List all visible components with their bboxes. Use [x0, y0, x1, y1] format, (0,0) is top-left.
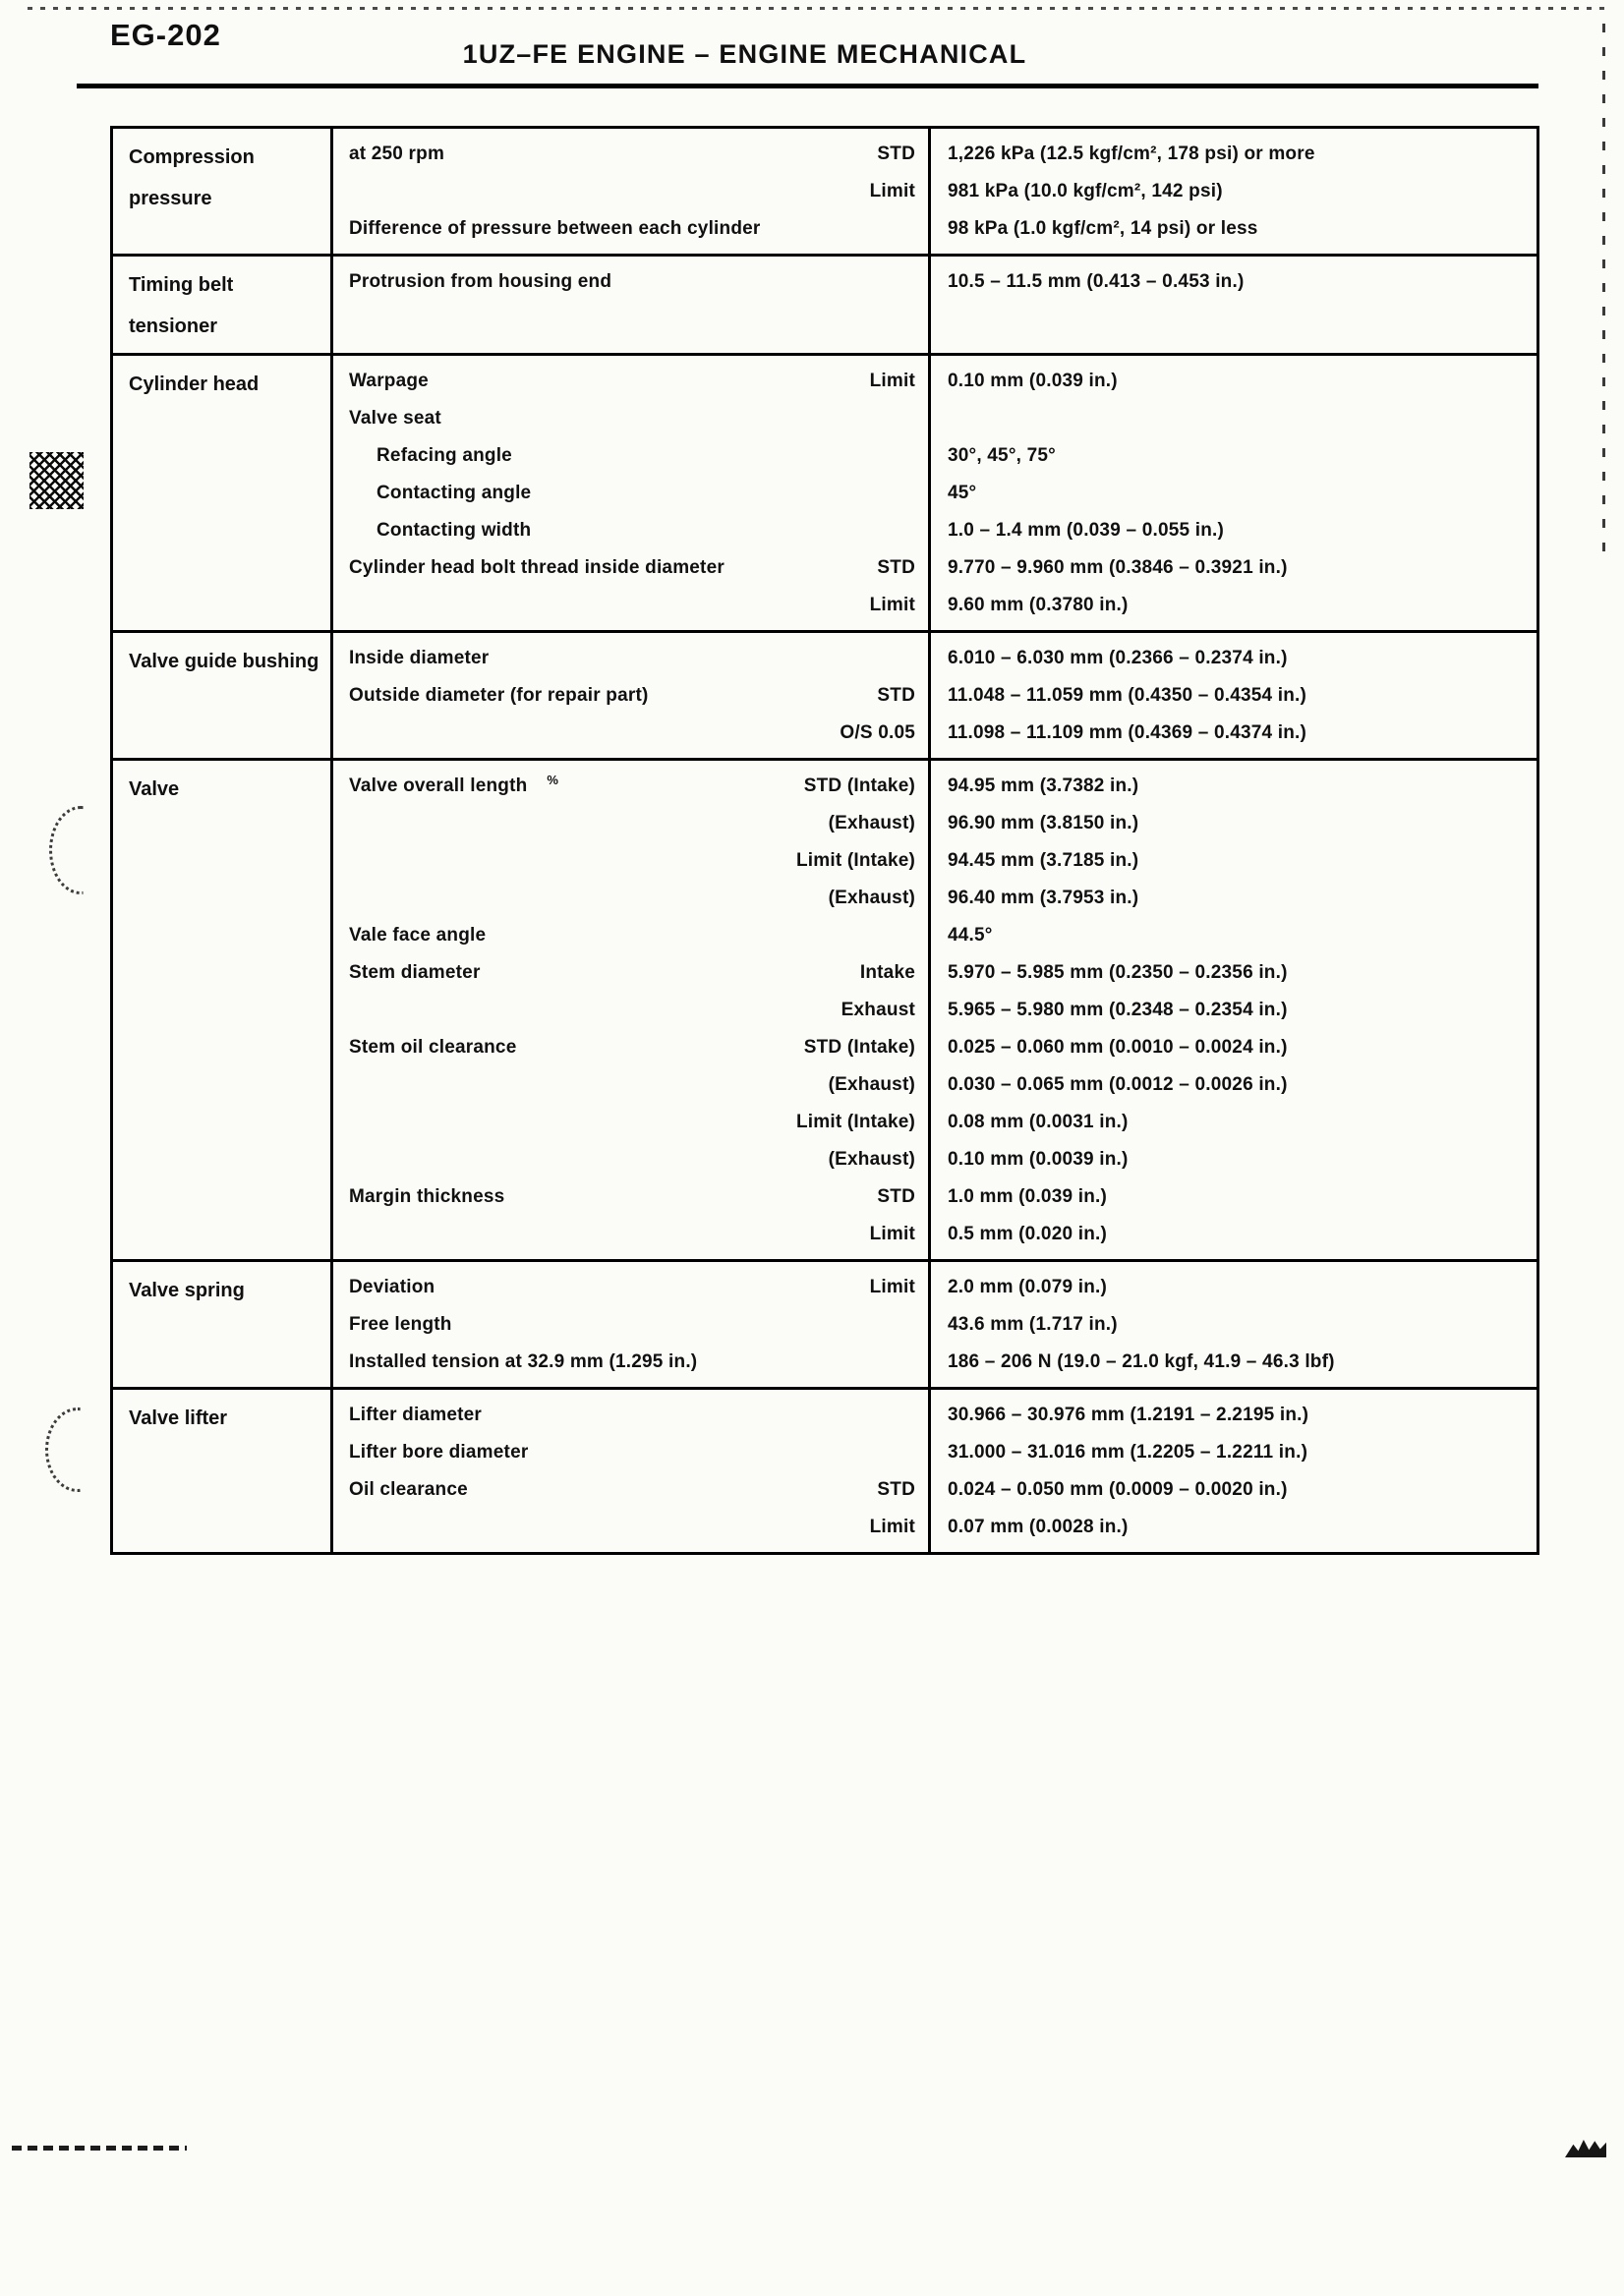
- header-rule: [77, 84, 1538, 88]
- spec-line: [333, 1029, 1537, 1066]
- spec-class-label: Limit: [869, 1277, 915, 1297]
- page-title: 1UZ–FE ENGINE – ENGINE MECHANICAL: [462, 39, 1027, 69]
- spec-line: [333, 1471, 1537, 1509]
- spec-line: [333, 400, 1537, 437]
- value-cell: 9.60 mm (0.3780 in.): [948, 595, 1129, 615]
- spec-line: [333, 1397, 1537, 1434]
- item-label: Warpage: [349, 371, 429, 391]
- value-cell: 1.0 mm (0.039 in.): [948, 1186, 1108, 1207]
- spec-line: [333, 1178, 1537, 1216]
- component-cell: Cylinder head: [129, 373, 260, 395]
- section-body: [330, 1262, 1537, 1387]
- value-cell: 1,226 kPa (12.5 kgf/cm², 178 psi) or more: [948, 144, 1315, 164]
- scan-smudge-bottom-left: [12, 2146, 187, 2151]
- scan-arc-artifact-upper: [49, 806, 112, 894]
- value-cell: 5.970 – 5.985 mm (0.2350 – 0.2356 in.): [948, 962, 1288, 983]
- value-cell: 0.025 – 0.060 mm (0.0010 – 0.0024 in.): [948, 1037, 1288, 1058]
- spec-line: [333, 992, 1537, 1029]
- spec-line: [333, 677, 1537, 715]
- table-section: [113, 1387, 1537, 1552]
- table-section: [113, 129, 1537, 254]
- spec-class-label: (Exhaust): [828, 1074, 915, 1095]
- hatch-registration-mark: [29, 452, 84, 509]
- spec-line: [333, 1216, 1537, 1253]
- item-label: Protrusion from housing end: [349, 271, 612, 292]
- item-label: Stem oil clearance: [349, 1037, 517, 1058]
- value-cell: 44.5°: [948, 925, 993, 946]
- component-cell: Timing belt tensioner: [129, 274, 234, 337]
- item-label: Outside diameter (for repair part): [349, 685, 649, 706]
- value-cell: 0.5 mm (0.020 in.): [948, 1224, 1108, 1244]
- item-label: Inside diameter: [349, 648, 490, 668]
- item-label: Cylinder head bolt thread inside diameter: [349, 557, 725, 578]
- spec-class-label: Limit (Intake): [795, 1112, 915, 1132]
- item-label: Lifter diameter: [349, 1405, 482, 1425]
- spec-line: [333, 805, 1537, 842]
- table-section: [113, 758, 1537, 1259]
- value-cell: 98 kPa (1.0 kgf/cm², 14 psi) or less: [948, 218, 1258, 239]
- spec-class-label: (Exhaust): [828, 888, 915, 908]
- item-label: Valve seat: [349, 408, 441, 429]
- spec-class-label: Limit (Intake): [795, 850, 915, 871]
- spec-line: [333, 1066, 1537, 1104]
- value-cell: 9.770 – 9.960 mm (0.3846 – 0.3921 in.): [948, 557, 1288, 578]
- value-cell: 96.90 mm (3.8150 in.): [948, 813, 1139, 833]
- value-cell: 30.966 – 30.976 mm (1.2191 – 2.2195 in.): [948, 1405, 1309, 1425]
- spec-line: [333, 842, 1537, 880]
- item-label: Difference of pressure between each cylinder: [349, 218, 761, 239]
- component-cell: Compression pressure: [129, 146, 255, 209]
- spec-line: [333, 1344, 1537, 1381]
- spec-class-label: STD: [877, 1186, 915, 1207]
- spec-class-label: STD (Intake): [803, 775, 915, 796]
- value-cell: 0.07 mm (0.0028 in.): [948, 1517, 1129, 1537]
- item-label: Deviation: [349, 1277, 435, 1297]
- spec-line: [333, 363, 1537, 400]
- value-cell: 0.10 mm (0.0039 in.): [948, 1149, 1129, 1170]
- item-label: Contacting width: [377, 520, 532, 541]
- spec-class-label: STD: [877, 1479, 915, 1500]
- spec-line: [333, 715, 1537, 752]
- spec-table: [110, 126, 1539, 1555]
- spec-line: [333, 954, 1537, 992]
- section-body: [330, 633, 1537, 758]
- component-cell: Valve spring: [129, 1280, 245, 1301]
- value-cell: 43.6 mm (1.717 in.): [948, 1314, 1118, 1335]
- spec-line: [333, 1269, 1537, 1306]
- section-body: [330, 761, 1537, 1259]
- value-cell: 0.10 mm (0.039 in.): [948, 371, 1118, 391]
- spec-line: [333, 768, 1537, 805]
- value-cell: 0.024 – 0.050 mm (0.0009 – 0.0020 in.): [948, 1479, 1288, 1500]
- spec-line: [333, 475, 1537, 512]
- table-section: [113, 353, 1537, 630]
- item-label: Contacting angle: [377, 483, 532, 503]
- table-section: [113, 254, 1537, 353]
- spec-line: [333, 210, 1537, 248]
- value-cell: 5.965 – 5.980 mm (0.2348 – 0.2354 in.): [948, 1000, 1288, 1020]
- value-cell: 0.030 – 0.065 mm (0.0012 – 0.0026 in.): [948, 1074, 1288, 1095]
- value-cell: 94.95 mm (3.7382 in.): [948, 775, 1139, 796]
- spec-class-label: Limit: [869, 371, 915, 391]
- item-label: Refacing angle: [377, 445, 512, 466]
- item-label: Installed tension at 32.9 mm (1.295 in.): [349, 1351, 698, 1372]
- value-cell: 96.40 mm (3.7953 in.): [948, 888, 1139, 908]
- scan-dotted-line-top: [28, 7, 1604, 10]
- component-cell: Valve guide bushing: [129, 651, 319, 672]
- spec-class-label: O/S 0.05: [840, 722, 915, 743]
- spec-class-label: (Exhaust): [828, 813, 915, 833]
- item-label: Oil clearance: [349, 1479, 468, 1500]
- item-label: at 250 rpm: [349, 144, 445, 164]
- item-label: Lifter bore diameter: [349, 1442, 529, 1463]
- footnote-mark: %: [547, 772, 558, 787]
- spec-line: [333, 917, 1537, 954]
- scan-arc-artifact-lower: [45, 1407, 110, 1492]
- spec-line: [333, 1141, 1537, 1178]
- section-body: [330, 257, 1537, 353]
- spec-line: [333, 437, 1537, 475]
- spec-line: [333, 1306, 1537, 1344]
- value-cell: 45°: [948, 483, 977, 503]
- spec-line: [333, 512, 1537, 549]
- table-section: [113, 630, 1537, 758]
- table-section: [113, 1259, 1537, 1387]
- value-cell: 0.08 mm (0.0031 in.): [948, 1112, 1129, 1132]
- value-cell: 186 – 206 N (19.0 – 21.0 kgf, 41.9 – 46.3 lbf): [948, 1351, 1335, 1372]
- section-body: [330, 356, 1537, 630]
- value-cell: 94.45 mm (3.7185 in.): [948, 850, 1139, 871]
- value-cell: 11.098 – 11.109 mm (0.4369 – 0.4374 in.): [948, 722, 1307, 743]
- component-cell: Valve lifter: [129, 1407, 228, 1429]
- spec-class-label: STD (Intake): [803, 1037, 915, 1058]
- spec-line: [333, 1104, 1537, 1141]
- spec-class-label: Limit: [869, 595, 915, 615]
- section-body: [330, 129, 1537, 254]
- spec-line: [333, 587, 1537, 624]
- value-cell: 10.5 – 11.5 mm (0.413 – 0.453 in.): [948, 271, 1245, 292]
- item-label: Free length: [349, 1314, 452, 1335]
- spec-class-label: STD: [877, 685, 915, 706]
- section-body: [330, 1390, 1537, 1552]
- spec-line: [333, 1434, 1537, 1471]
- value-cell: 981 kPa (10.0 kgf/cm², 142 psi): [948, 181, 1223, 201]
- spec-class-label: Intake: [859, 962, 915, 983]
- spec-line: [333, 263, 1537, 301]
- scan-dash-line-right: [1602, 24, 1605, 554]
- spec-class-label: Limit: [869, 1517, 915, 1537]
- item-label: Vale face angle: [349, 925, 487, 946]
- spec-class-label: Limit: [869, 181, 915, 201]
- spec-class-label: STD: [877, 557, 915, 578]
- value-cell: 31.000 – 31.016 mm (1.2205 – 1.2211 in.): [948, 1442, 1308, 1463]
- spec-line: [333, 1509, 1537, 1546]
- spec-line: [333, 549, 1537, 587]
- spec-line: [333, 640, 1537, 677]
- spec-class-label: STD: [877, 144, 915, 164]
- spec-line: [333, 880, 1537, 917]
- value-cell: 11.048 – 11.059 mm (0.4350 – 0.4354 in.): [948, 685, 1307, 706]
- item-label: Valve overall length: [349, 775, 528, 796]
- spec-class-label: (Exhaust): [828, 1149, 915, 1170]
- value-cell: 1.0 – 1.4 mm (0.039 – 0.055 in.): [948, 520, 1225, 541]
- component-cell: Valve: [129, 778, 180, 800]
- spec-class-label: Exhaust: [841, 1000, 915, 1020]
- spec-line: [333, 136, 1537, 173]
- scan-smudge-bottom-right: [1565, 2139, 1606, 2157]
- value-cell: 30°, 45°, 75°: [948, 445, 1056, 466]
- page-code: EG-202: [110, 18, 221, 52]
- spec-class-label: Limit: [869, 1224, 915, 1244]
- spec-line: [333, 301, 1537, 338]
- spec-line: [333, 173, 1537, 210]
- value-cell: 2.0 mm (0.079 in.): [948, 1277, 1108, 1297]
- item-label: Stem diameter: [349, 962, 481, 983]
- item-label: Margin thickness: [349, 1186, 505, 1207]
- value-cell: 6.010 – 6.030 mm (0.2366 – 0.2374 in.): [948, 648, 1288, 668]
